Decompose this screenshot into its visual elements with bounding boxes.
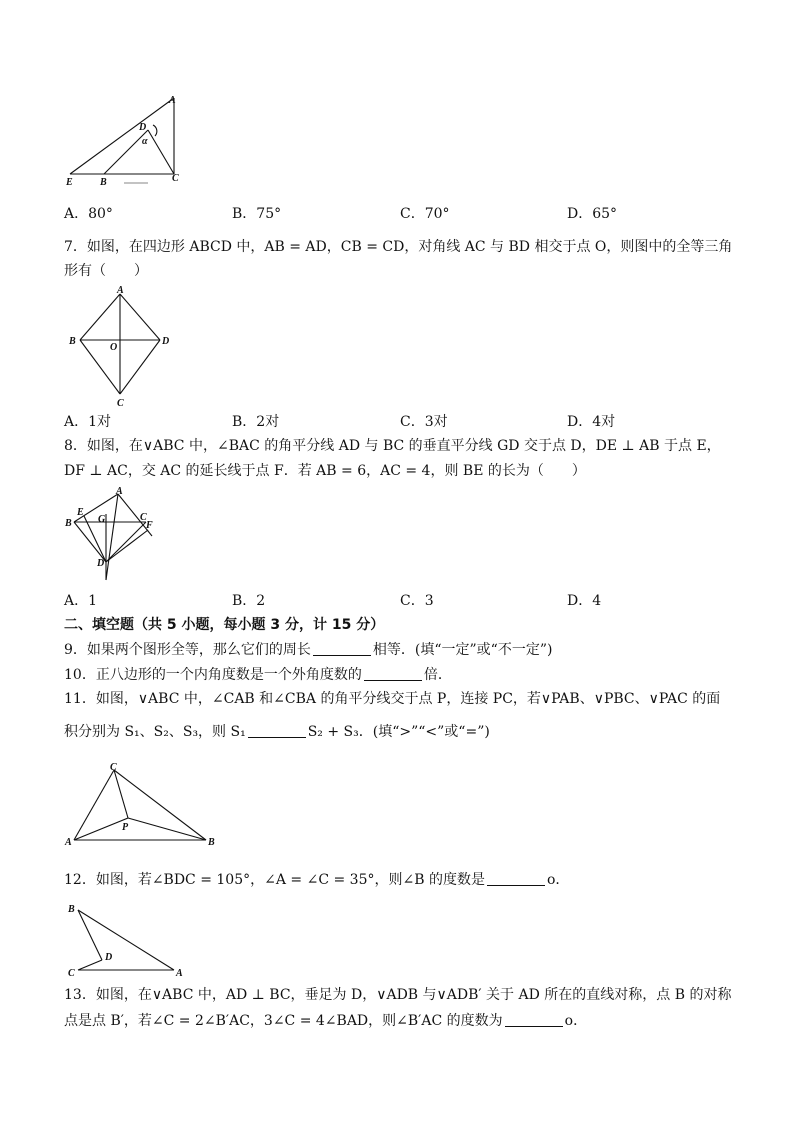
- q6-choices: [64, 203, 744, 223]
- q9-question: [64, 640, 764, 660]
- fig11-label-p: P: [122, 822, 129, 833]
- q11-figure: [62, 758, 222, 850]
- fig7-side-dc: [120, 340, 160, 394]
- fig7-label-c: C: [117, 398, 124, 409]
- q8-choice-a[interactable]: A．1: [64, 593, 98, 609]
- q6-choice-c[interactable]: C．70°: [400, 206, 450, 222]
- q11-answer-blank[interactable]: [248, 723, 306, 738]
- fig6-label-alpha: α: [142, 136, 148, 147]
- fig7-label-a: A: [117, 285, 124, 296]
- q7-question-line1: 7．如图，在四边形 ABCD 中，AB = AD，CB = CD，对角线 AC 与 BD 相交于点 O，则图中的全等三角: [64, 239, 733, 255]
- q10-answer-blank[interactable]: [364, 666, 422, 681]
- fig7-label-o: O: [110, 342, 118, 353]
- fig8-line-cd: [106, 522, 146, 562]
- fig8-label-d: D: [97, 558, 105, 569]
- fig11-line-ap: [74, 818, 128, 840]
- fig11-line-cp: [114, 770, 128, 818]
- q8-choice-b[interactable]: B．2: [232, 593, 266, 609]
- q8-figure: [62, 484, 162, 584]
- q7-choice-d[interactable]: D．4对: [567, 414, 616, 430]
- q10-text-before: 10．正八边形的一个内角度数是一个外角度数的: [64, 667, 362, 683]
- fig7-side-ad: [120, 294, 160, 340]
- q12-question: [64, 870, 764, 890]
- q7-choice-a[interactable]: A．1对: [64, 414, 112, 430]
- q12-answer-blank[interactable]: [487, 871, 545, 886]
- q6-choice-b[interactable]: B．75°: [232, 206, 282, 222]
- fig8-label-f: F: [146, 520, 153, 531]
- q11-text-before: 积分别为 S₁、S₂、S₃，则 S₁: [64, 724, 246, 740]
- q12-text-after: o．: [546, 872, 570, 888]
- q9-answer-blank[interactable]: [313, 641, 371, 656]
- fig7-side-ab: [80, 294, 120, 340]
- q6-figure: [62, 92, 192, 188]
- fig6-label-e: E: [66, 177, 73, 188]
- q12-text-before: 12．如图，若∠BDC = 105°，∠A = ∠C = 35°，则∠B 的度数是: [64, 872, 485, 888]
- fig12-label-b: B: [68, 904, 75, 915]
- fig6-line-dc: [148, 130, 174, 174]
- q7-question-line2: 形有（ ）: [64, 263, 148, 279]
- q13-question-line2: [64, 1011, 764, 1031]
- q7-choice-b[interactable]: B．2对: [232, 414, 280, 430]
- fig11-label-c: C: [110, 762, 117, 773]
- q11-question-line2: [64, 722, 764, 742]
- q7-figure: [64, 284, 176, 410]
- fig11-label-b: B: [208, 837, 215, 848]
- q13-text-after: o．: [564, 1013, 588, 1029]
- q13-answer-blank[interactable]: [505, 1012, 563, 1027]
- fig8-label-e: E: [77, 507, 84, 518]
- fig12-label-c: C: [68, 968, 75, 979]
- q12-figure: [62, 898, 192, 980]
- fig11-side-ac: [74, 770, 114, 840]
- fig6-label-b: B: [100, 177, 107, 188]
- q11-question-line1: 11．如图，∨ABC 中，∠CAB 和∠CBA 的角平分线交于点 P，连接 PC，若∨PAB、∨PBC、∨PAC 的面: [64, 691, 721, 707]
- fig8-label-a: A: [116, 486, 123, 497]
- fig6-label-d: D: [139, 122, 147, 133]
- fig7-label-d: D: [162, 336, 170, 347]
- fig8-label-g: G: [98, 514, 106, 525]
- q6-choice-d[interactable]: D．65°: [567, 206, 618, 222]
- fig8-label-c: C: [140, 512, 147, 523]
- fig6-label-a: A: [169, 95, 176, 106]
- q7-choices: [64, 411, 744, 431]
- q8-choice-d[interactable]: D．4: [567, 593, 602, 609]
- fig6-angle-arc: [153, 125, 157, 136]
- q11-text-after: S₂ + S₃．(填“>”“<”或“=”): [307, 724, 490, 740]
- fig7-label-b: B: [69, 336, 76, 347]
- fig12-line-cd: [78, 960, 102, 970]
- section2-title: 二、填空题（共 5 小题，每小题 3 分，计 15 分）: [64, 617, 385, 633]
- fig8-bisector-ad: [106, 494, 118, 580]
- q8-question-line1: 8．如图，在∨ABC 中，∠BAC 的角平分线 AD 与 BC 的垂直平分线 GD 交于点 D，DE ⊥ AB 于点 E，: [64, 438, 721, 454]
- q13-text-before: 点是点 B′，若∠C = 2∠B′AC，3∠C = 4∠BAD，则∠B′AC 的度数为: [64, 1013, 503, 1029]
- q8-choices: [64, 590, 744, 610]
- fig11-label-a: A: [65, 837, 72, 848]
- q8-question-line2: DF ⊥ AC，交 AC 的延长线于点 F．若 AB = 6，AC = 4，则 BE 的长为（ ）: [64, 463, 586, 479]
- q9-text-after: 相等．(填“一定”或“不一定”): [372, 642, 553, 658]
- fig8-label-b: B: [65, 518, 72, 529]
- q8-choice-c[interactable]: C．3: [400, 593, 434, 609]
- fig12-label-a: A: [176, 968, 183, 979]
- q7-choice-c[interactable]: C．3对: [400, 414, 448, 430]
- fig12-label-d: D: [105, 952, 113, 963]
- q6-choice-a[interactable]: A．80°: [64, 206, 113, 222]
- q10-text-after: 倍．: [423, 667, 452, 683]
- fig6-label-c: C: [172, 173, 179, 184]
- q10-question: [64, 665, 764, 685]
- fig11-line-bp: [128, 818, 206, 840]
- q9-text-before: 9．如果两个图形全等，那么它们的周长: [64, 642, 311, 658]
- fig6-line-ea: [70, 98, 174, 174]
- q13-question-line1: 13．如图，在∨ABC 中，AD ⊥ BC，垂足为 D，∨ADB 与∨ADB′ 关于 AD 所在的直线对称，点 B 的对称: [64, 987, 732, 1003]
